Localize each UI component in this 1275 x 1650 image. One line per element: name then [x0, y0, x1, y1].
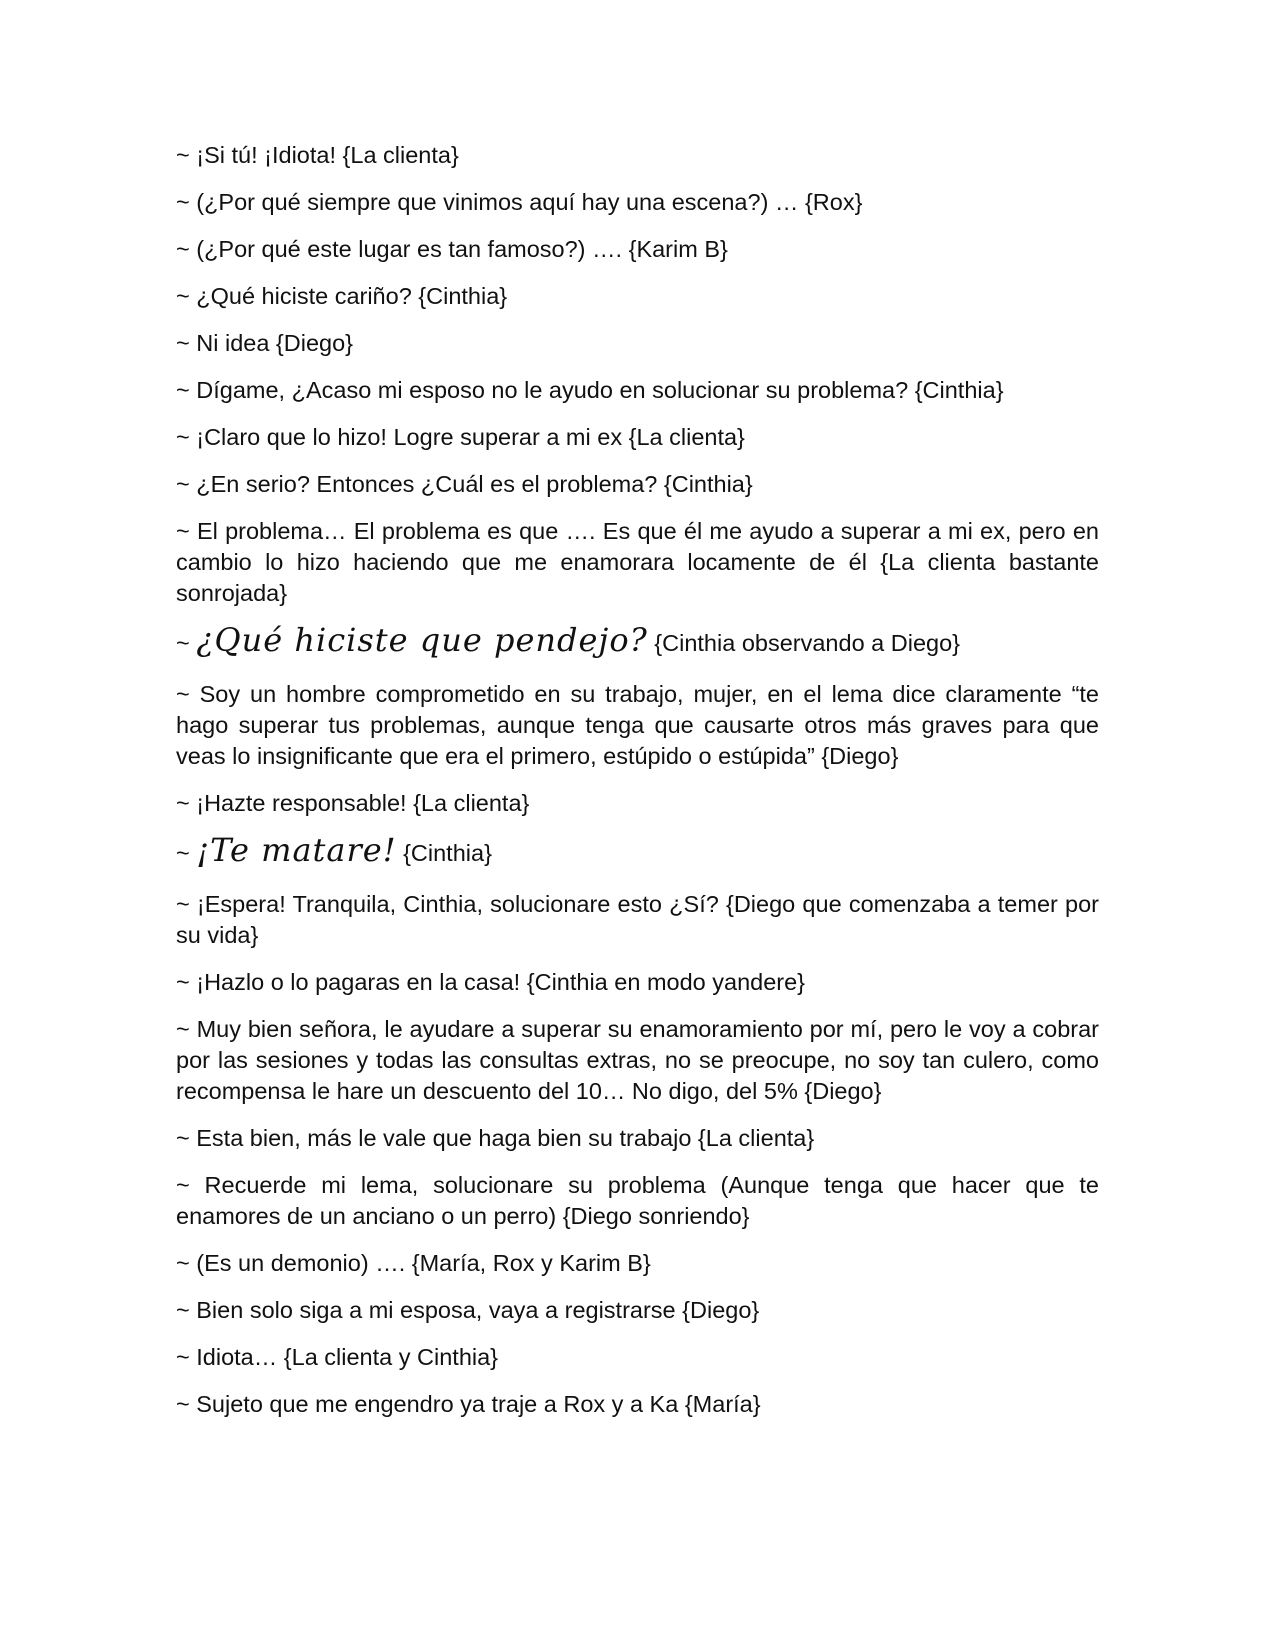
dialogue-line: ~ Muy bien señora, le ayudare a superar su enamoramiento por mí, pero le voy a cobrar por las sesiones y todas las consultas extras, no se preocupe, no soy tan culero, como recompensa le hare un descuento del 10… No digo, del 5% {Diego} — [176, 1016, 1099, 1104]
speaker-tag: {Cinthia observando a Diego} — [647, 630, 961, 656]
dialogue-line: ~ Esta bien, más le vale que haga bien su trabajo {La clienta} — [176, 1125, 815, 1151]
document-page — [176, 140, 1099, 1436]
dialogue-line: ~ ¡Espera! Tranquila, Cinthia, solucionare esto ¿Sí? {Diego que comenzaba a temer por su vida} — [176, 891, 1099, 948]
dialogue-line: ~ (Es un demonio) …. {María, Rox y Karim B} — [176, 1250, 651, 1276]
dialogue-line: ~ ¿En serio? Entonces ¿Cuál es el problema? {Cinthia} — [176, 471, 753, 497]
dialogue-line: ~ Dígame, ¿Acaso mi esposo no le ayudo en solucionar su problema? {Cinthia} — [176, 377, 1004, 403]
dialogue-prefix: ~ — [176, 840, 197, 866]
dialogue-line: ~ Soy un hombre comprometido en su trabajo, mujer, en el lema dice claramente “te hago superar tus problemas, aunque tenga que causarte otros más graves para que veas lo insignificante que era el primero, estúpido o estúpida” {Diego} — [176, 681, 1099, 769]
dialogue-line: ~ Bien solo siga a mi esposa, vaya a registrarse {Diego} — [176, 1297, 760, 1323]
dialogue-line: ~ (¿Por qué este lugar es tan famoso?) …. {Karim B} — [176, 236, 728, 262]
shout-text: ¡Te matare! — [196, 831, 397, 869]
dialogue-line: ~ Recuerde mi lema, solucionare su problema (Aunque tenga que hacer que te enamores de un anciano o un perro) {Diego sonriendo} — [176, 1172, 1099, 1229]
dialogue-line: ~ Ni idea {Diego} — [176, 330, 354, 356]
dialogue-line: ~ El problema… El problema es que …. Es que él me ayudo a superar a mi ex, pero en cambio lo hizo haciendo que me enamorara locamente de él {La clienta bastante sonrojada} — [176, 518, 1099, 606]
dialogue-line: ~ ¡Si tú! ¡Idiota! {La clienta} — [176, 142, 459, 168]
dialogue-line-shout — [176, 621, 1099, 659]
dialogue-line: ~ Sujeto que me engendro ya traje a Rox y a Ka {María} — [176, 1391, 761, 1417]
dialogue-line: ~ Idiota… {La clienta y Cinthia} — [176, 1344, 499, 1370]
dialogue-line: ~ ¡Hazlo o lo pagaras en la casa! {Cinthia en modo yandere} — [176, 969, 806, 995]
speaker-tag: {Cinthia} — [396, 840, 492, 866]
dialogue-line: ~ ¿Qué hiciste cariño? {Cinthia} — [176, 283, 508, 309]
dialogue-line: ~ (¿Por qué siempre que vinimos aquí hay una escena?) … {Rox} — [176, 189, 863, 215]
dialogue-prefix: ~ — [176, 630, 197, 656]
dialogue-line: ~ ¡Claro que lo hizo! Logre superar a mi ex {La clienta} — [176, 424, 745, 450]
shout-text: ¿Qué hiciste que pendejo? — [196, 621, 648, 659]
dialogue-line-shout — [176, 831, 1099, 869]
dialogue-line: ~ ¡Hazte responsable! {La clienta} — [176, 790, 530, 816]
